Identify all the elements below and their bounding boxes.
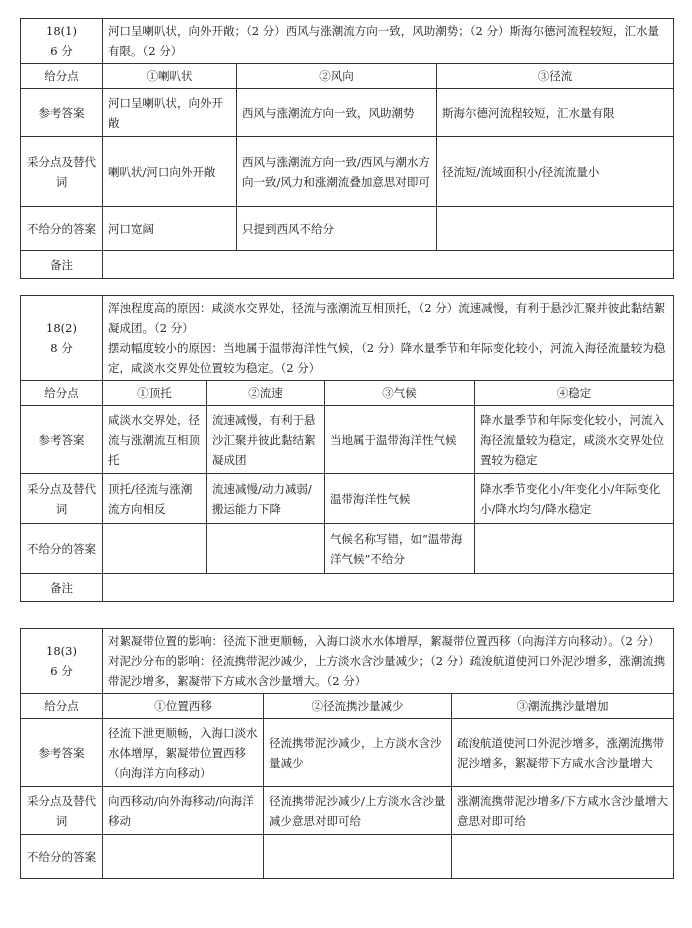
no-score-cell xyxy=(264,835,452,879)
no-score-cell xyxy=(475,524,674,574)
point-header: ④稳定 xyxy=(475,381,674,406)
model-answer-part-2: 对泥沙分布的影响：径流携带泥沙减少，上方淡水含沙量减少；（2 分）疏浚航道使河口外泥沙增多，涨潮流携带泥沙增多，絮凝带下方咸水含沙量增大。（2 分） xyxy=(108,654,666,688)
point-header: ③潮流携沙量增加 xyxy=(452,694,674,719)
points-row xyxy=(21,694,674,719)
question-number: 18(3) xyxy=(46,644,77,658)
scoring-cell: 降水季节变化小/年变化小/年际变化小/降水均匀/降水稳定 xyxy=(475,474,674,524)
row-label: 给分点 xyxy=(21,64,103,89)
remark-row xyxy=(21,251,674,279)
row-label: 备注 xyxy=(21,251,103,279)
model-answer: 河口呈喇叭状，向外开敞；（2 分）西风与涨潮流方向一致，风助潮势；（2 分）斯海尔德河流程较短，汇水量有限。（2 分） xyxy=(103,19,674,64)
no-score-cell xyxy=(103,524,207,574)
reference-cell: 疏浚航道使河口外泥沙增多，涨潮流携带泥沙增多，絮凝带下方咸水含沙量增大 xyxy=(452,719,674,787)
row-label: 采分点及替代词 xyxy=(21,137,103,207)
reference-cell: 西风与涨潮流方向一致，风助潮势 xyxy=(237,89,437,137)
row-label: 参考答案 xyxy=(21,719,103,787)
model-answer-part-1: 对絮凝带位置的影响：径流下泄更顺畅，入海口淡水水体增厚，絮凝带位置西移（向海洋方向移动）。（2 分） xyxy=(108,634,660,648)
question-score: 6 分 xyxy=(50,44,73,58)
reference-cell: 斯海尔德河流程较短，汇水量有限 xyxy=(437,89,674,137)
reference-cell: 当地属于温带海洋性气候 xyxy=(325,406,475,474)
points-row xyxy=(21,381,674,406)
question-number-cell xyxy=(21,296,103,381)
model-answer-part-1: 浑浊程度高的原因：咸淡水交界处，径流与涨潮流互相顶托，（2 分）流速减慢，有利于悬沙汇聚并彼此黏结絮凝成团。（2 分） xyxy=(108,301,666,335)
no-score-cell xyxy=(103,835,264,879)
no-score-cell: 河口宽阔 xyxy=(103,207,237,251)
reference-row xyxy=(21,89,674,137)
no-score-cell xyxy=(452,835,674,879)
scoring-cell: 径流携带泥沙减少/上方淡水含沙量减少意思对即可给 xyxy=(264,787,452,835)
reference-cell: 径流下泄更顺畅，入海口淡水水体增厚，絮凝带位置西移（向海洋方向移动） xyxy=(103,719,264,787)
no-score-cell: 气候名称写错，如“温带海洋气候”不给分 xyxy=(325,524,475,574)
scoring-cell: 涨潮流携带泥沙增多/下方咸水含沙量增大意思对即可给 xyxy=(452,787,674,835)
question-row xyxy=(21,296,674,381)
model-answer-part-2: 摆动幅度较小的原因：当地属于温带海洋性气候，（2 分）降水量季节和年际变化较小，河流入海径流量较为稳定，咸淡水交界处位置较为稳定。（2 分） xyxy=(108,341,666,375)
reference-cell: 河口呈喇叭状，向外开敞 xyxy=(103,89,237,137)
scoring-row xyxy=(21,474,674,524)
scoring-cell: 向西移动/向外海移动/向海洋移动 xyxy=(103,787,264,835)
row-label: 不给分的答案 xyxy=(21,835,103,879)
point-header: ③径流 xyxy=(437,64,674,89)
point-header: ①顶托 xyxy=(103,381,207,406)
no-score-cell xyxy=(207,524,325,574)
row-label: 给分点 xyxy=(21,694,103,719)
scoring-table-18-2 xyxy=(20,295,674,602)
question-number-cell xyxy=(21,629,103,694)
reference-cell: 咸淡水交界处，径流与涨潮流互相顶托 xyxy=(103,406,207,474)
scoring-row xyxy=(21,787,674,835)
row-label: 给分点 xyxy=(21,381,103,406)
scoring-table-18-1 xyxy=(20,18,674,279)
model-answer xyxy=(103,629,674,694)
question-row xyxy=(21,19,674,64)
no-score-row xyxy=(21,524,674,574)
no-score-cell xyxy=(437,207,674,251)
scoring-table-18-3 xyxy=(20,628,674,879)
question-score: 6 分 xyxy=(50,664,73,678)
point-header: ①位置西移 xyxy=(103,694,264,719)
scoring-cell: 西风与涨潮流方向一致/西风与潮水方向一致/风力和涨潮流叠加意思对即可 xyxy=(237,137,437,207)
question-score: 8 分 xyxy=(50,341,73,355)
question-number: 18(1) xyxy=(46,24,77,38)
reference-cell: 径流携带泥沙减少，上方淡水含沙量减少 xyxy=(264,719,452,787)
row-label: 参考答案 xyxy=(21,89,103,137)
reference-row xyxy=(21,719,674,787)
point-header: ②风向 xyxy=(237,64,437,89)
point-header: ③气候 xyxy=(325,381,475,406)
reference-cell: 降水量季节和年际变化较小，河流入海径流量较为稳定，咸淡水交界处位置较为稳定 xyxy=(475,406,674,474)
reference-cell: 流速减慢，有利于悬沙汇聚并彼此黏结絮凝成团 xyxy=(207,406,325,474)
scoring-cell: 喇叭状/河口向外开敞 xyxy=(103,137,237,207)
row-label: 不给分的答案 xyxy=(21,524,103,574)
scoring-cell: 流速减慢/动力减弱/搬运能力下降 xyxy=(207,474,325,524)
scoring-cell: 顶托/径流与涨潮流方向相反 xyxy=(103,474,207,524)
model-answer xyxy=(103,296,674,381)
row-label: 不给分的答案 xyxy=(21,207,103,251)
question-number-cell xyxy=(21,19,103,64)
remark-cell xyxy=(103,574,674,602)
scoring-cell: 温带海洋性气候 xyxy=(325,474,475,524)
row-label: 采分点及替代词 xyxy=(21,474,103,524)
scoring-row xyxy=(21,137,674,207)
row-label: 备注 xyxy=(21,574,103,602)
points-row xyxy=(21,64,674,89)
point-header: ②流速 xyxy=(207,381,325,406)
no-score-row xyxy=(21,835,674,879)
remark-row xyxy=(21,574,674,602)
question-number: 18(2) xyxy=(46,321,77,335)
row-label: 采分点及替代词 xyxy=(21,787,103,835)
scoring-cell: 径流短/流域面积小/径流流量小 xyxy=(437,137,674,207)
reference-row xyxy=(21,406,674,474)
remark-cell xyxy=(103,251,674,279)
no-score-cell: 只提到西风不给分 xyxy=(237,207,437,251)
point-header: ①喇叭状 xyxy=(103,64,237,89)
question-row xyxy=(21,629,674,694)
row-label: 参考答案 xyxy=(21,406,103,474)
point-header: ②径流携沙量减少 xyxy=(264,694,452,719)
no-score-row xyxy=(21,207,674,251)
